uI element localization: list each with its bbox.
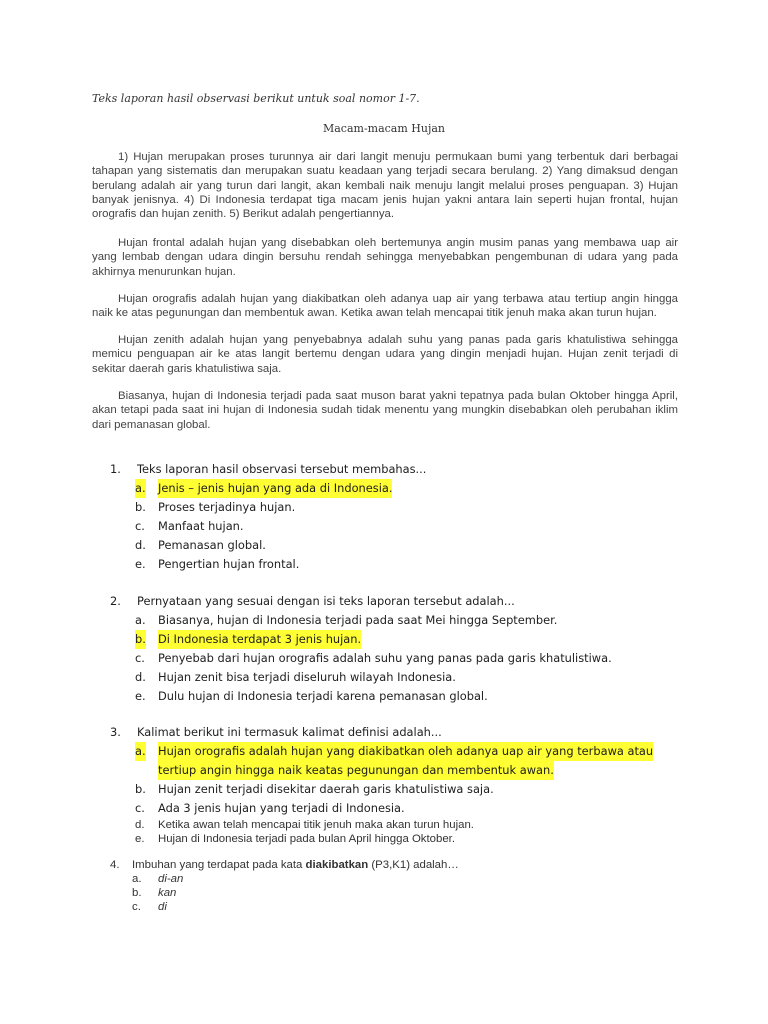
option-text: Hujan zenit terjadi disekitar daerah garis khatulistiwa saja. xyxy=(158,782,494,796)
option-text: Ketika awan telah mencapai titik jenuh maka akan turun hujan. xyxy=(158,819,474,831)
option-text: Hujan zenit bisa terjadi diseluruh wilayah Indonesia. xyxy=(158,670,456,684)
option-c xyxy=(110,900,670,914)
option-letter: a. xyxy=(135,613,146,627)
paragraph-1: 1) Hujan merupakan proses turunnya air dari langit menuju permukaan bumi yang terbentuk dari berbagai tahapan yang sistematis dan merupakan suatu keadaan yang terjadi secara berulang. 2) Yang dimaksud dengan berulang adalah air yang turun dari langit, akan kembali naik menuju langit melalui proses penguapan. 3) Hujan banyak jenisnya. 4) Di Indonesia terdapat tiga macam jenis hujan yakni antara lain seperti hujan frontal, hujan orografis dan hujan zenith. 5) Berikut adalah pengertiannya. xyxy=(92,151,678,221)
option-text: Proses terjadinya hujan. xyxy=(158,500,296,514)
option-a-continued xyxy=(110,761,670,780)
question-text: Teks laporan hasil observasi tersebut membahas... xyxy=(137,462,427,476)
question-1 xyxy=(110,460,670,574)
option-letter: a. xyxy=(132,873,142,885)
option-letter: a. xyxy=(135,742,146,761)
option-c xyxy=(110,799,670,818)
option-text: di-an xyxy=(158,873,184,885)
option-text: Hujan di Indonesia terjadi pada bulan April hingga Oktober. xyxy=(158,833,455,845)
paragraph-3: Hujan orografis adalah hujan yang diakibatkan oleh adanya uap air yang terbawa atau tertiup angin hingga naik ke atas pegunungan dan membentuk awan. Ketika awan telah mencapai titik jenuh maka akan turun hujan. xyxy=(92,293,678,320)
question-text-after: (P3,K1) adalah… xyxy=(368,859,459,871)
option-d xyxy=(110,818,670,832)
option-e xyxy=(110,832,670,846)
question-stem xyxy=(110,592,670,611)
question-number: 2. xyxy=(110,594,121,608)
option-c xyxy=(110,649,670,668)
option-d xyxy=(110,536,670,555)
option-text-highlighted: tertiup angin hingga naik keatas pegunungan dan membentuk awan. xyxy=(158,761,554,780)
document-title: Macam-macam Hujan xyxy=(322,122,446,135)
option-text: Pengertian hujan frontal. xyxy=(158,557,300,571)
option-b xyxy=(110,498,670,517)
question-text xyxy=(132,858,459,872)
option-letter: e. xyxy=(135,689,146,703)
option-letter: d. xyxy=(135,670,146,684)
question-text-bold: diakibatkan xyxy=(305,859,369,871)
question-text: Kalimat berikut ini termasuk kalimat definisi adalah... xyxy=(137,725,442,739)
option-b xyxy=(110,630,670,649)
question-text-before: Imbuhan yang terdapat pada kata xyxy=(132,859,306,871)
option-text: Pemanasan global. xyxy=(158,538,266,552)
question-stem xyxy=(110,460,670,479)
option-text: kan xyxy=(158,887,177,899)
question-text: Pernyataan yang sesuai dengan isi teks laporan tersebut adalah... xyxy=(137,594,515,608)
option-text: Penyebab dari hujan orografis adalah suhu yang panas pada garis khatulistiwa. xyxy=(158,651,612,665)
option-text: Ada 3 jenis hujan yang terjadi di Indonesia. xyxy=(158,801,405,815)
option-text-highlighted: Jenis – jenis hujan yang ada di Indonesia. xyxy=(158,479,392,498)
option-text: di xyxy=(158,901,167,913)
option-letter: e. xyxy=(135,557,146,571)
intro-text: Teks laporan hasil observasi berikut untuk soal nomor 1-7. xyxy=(92,92,420,105)
question-number: 4. xyxy=(110,859,120,871)
option-letter: a. xyxy=(135,479,146,498)
question-number: 3. xyxy=(110,725,121,739)
paragraph-5: Biasanya, hujan di Indonesia terjadi pada saat muson barat yakni tepatnya pada bulan Oktober hingga April, akan tetapi pada saat ini hujan di Indonesia sudah tidak menentu yang mungkin disebabkan oleh perubahan iklim dari pemanasan global. xyxy=(92,390,678,431)
option-text-highlighted: Hujan orografis adalah hujan yang diakibatkan oleh adanya uap air yang terbawa atau xyxy=(158,742,653,761)
option-letter: e. xyxy=(135,833,145,845)
option-letter: d. xyxy=(135,819,145,831)
option-b xyxy=(110,780,670,799)
question-stem xyxy=(110,858,670,872)
option-letter: b. xyxy=(135,630,146,649)
question-4 xyxy=(110,858,670,914)
option-letter: c. xyxy=(132,901,141,913)
option-b xyxy=(110,886,670,900)
option-letter: d. xyxy=(135,538,146,552)
paragraph-4: Hujan zenith adalah hujan yang penyebabnya adalah suhu yang panas pada garis khatulistiwa sehingga memicu penguapan air ke atas langit bertemu dengan udara yang dingin menjadi hujan. Hujan zenit terjadi di sekitar daerah garis khatulistiwa saja. xyxy=(92,334,678,375)
option-text: Biasanya, hujan di Indonesia terjadi pada saat Mei hingga September. xyxy=(158,613,558,627)
option-d xyxy=(110,668,670,687)
option-letter: b. xyxy=(132,887,142,899)
option-a xyxy=(110,872,670,886)
option-text: Manfaat hujan. xyxy=(158,519,244,533)
question-2 xyxy=(110,592,670,706)
option-text-highlighted: Di Indonesia terdapat 3 jenis hujan. xyxy=(158,630,361,649)
option-letter: b. xyxy=(135,500,146,514)
question-number: 1. xyxy=(110,462,121,476)
option-a xyxy=(110,479,670,498)
option-c xyxy=(110,517,670,536)
option-e xyxy=(110,687,670,706)
option-e xyxy=(110,555,670,574)
option-letter: b. xyxy=(135,782,146,796)
option-a xyxy=(110,742,670,761)
question-3 xyxy=(110,723,670,846)
option-text: Dulu hujan di Indonesia terjadi karena pemanasan global. xyxy=(158,689,488,703)
option-letter: c. xyxy=(135,519,145,533)
option-letter: c. xyxy=(135,651,145,665)
option-letter: c. xyxy=(135,801,145,815)
option-a xyxy=(110,611,670,630)
question-stem xyxy=(110,723,670,742)
paragraph-2: Hujan frontal adalah hujan yang disebabkan oleh bertemunya angin musim panas yang membawa uap air yang lembab dengan udara dingin bersuhu rendah sehingga menyebabkan pengembunan di udara yang pada akhirnya menurunkan hujan. xyxy=(92,237,678,278)
